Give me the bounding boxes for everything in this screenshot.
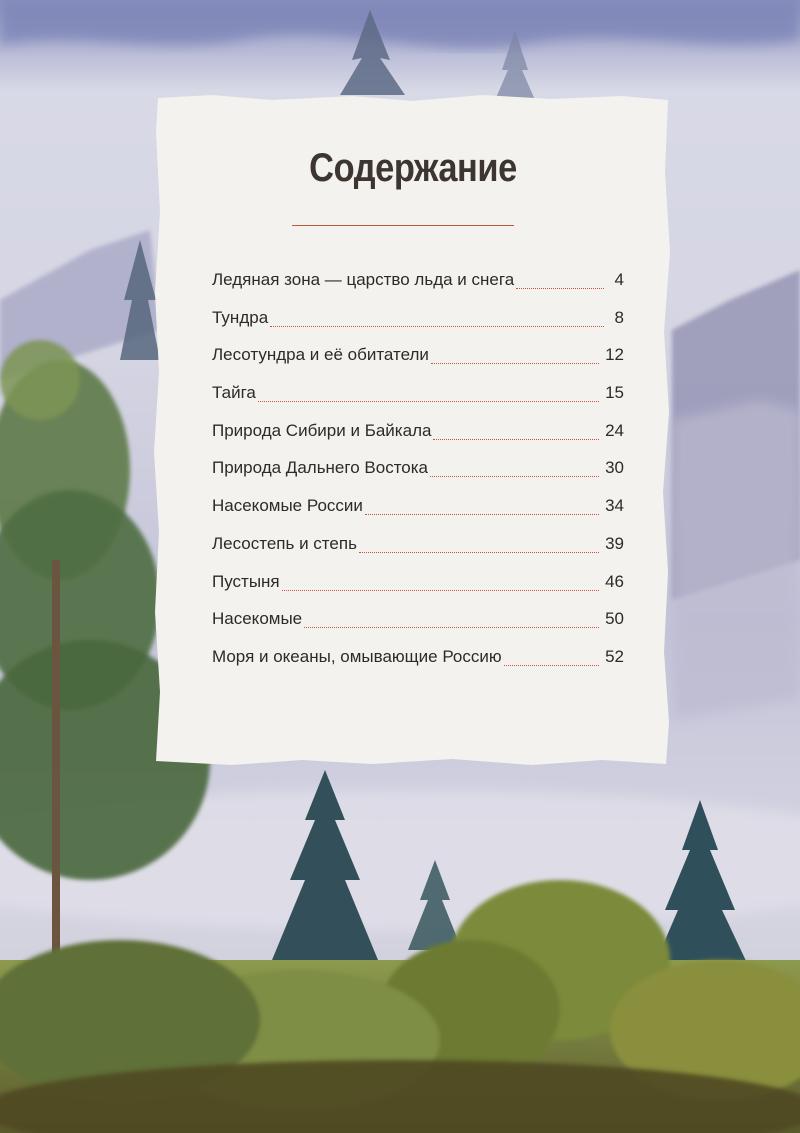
toc-entry-page: 24: [605, 420, 624, 440]
toc-entry[interactable]: [212, 270, 624, 308]
toc-entry[interactable]: [212, 534, 624, 572]
toc-dot-leader: [270, 326, 604, 327]
toc-entry-page: 30: [605, 458, 624, 478]
table-of-contents: [212, 270, 624, 685]
toc-entry-page: 52: [605, 646, 624, 666]
toc-entry-page: 8: [614, 307, 624, 327]
toc-dot-leader: [282, 590, 599, 591]
toc-entry-page: 34: [605, 496, 624, 516]
toc-entry[interactable]: [212, 496, 624, 534]
toc-dot-leader: [430, 476, 599, 477]
toc-dot-leader: [431, 363, 599, 364]
toc-dot-leader: [359, 552, 599, 553]
toc-entry-title: Насекомые России: [212, 496, 363, 516]
toc-entry[interactable]: [212, 421, 624, 459]
toc-entry-title: Пустыня: [212, 571, 280, 591]
page-title: Содержание: [309, 146, 517, 190]
toc-entry-title: Лесотундра и её обитатели: [212, 345, 429, 365]
toc-dot-leader: [516, 288, 604, 289]
toc-entry-page: 50: [605, 609, 624, 629]
toc-entry-title: Тайга: [212, 383, 256, 403]
toc-entry-title: Насекомые: [212, 609, 303, 629]
title-underline: [292, 225, 514, 226]
toc-entry-title: Природа Сибири и Байкала: [212, 420, 432, 440]
toc-dot-leader: [433, 439, 599, 440]
toc-entry[interactable]: [212, 572, 624, 610]
toc-entry[interactable]: [212, 458, 624, 496]
toc-entry-title: Лесостепь и степь: [212, 533, 357, 553]
toc-entry[interactable]: [212, 383, 624, 421]
toc-entry-page: 12: [605, 345, 624, 365]
toc-entry-page: 46: [605, 571, 624, 591]
toc-entry-page: 39: [605, 533, 624, 553]
toc-dot-leader: [258, 401, 599, 402]
toc-entry[interactable]: [212, 647, 624, 685]
toc-entry[interactable]: [212, 345, 624, 383]
toc-entry-title: Природа Дальнего Востока: [212, 458, 429, 478]
toc-dot-leader: [504, 665, 599, 666]
toc-entry-title: Тундра: [212, 307, 269, 327]
toc-entry[interactable]: [212, 308, 624, 346]
toc-dot-leader: [304, 627, 599, 628]
toc-entry-title: Ледяная зона — царство льда и снега: [212, 270, 515, 289]
toc-entry[interactable]: [212, 609, 624, 647]
toc-entry-page: 4: [614, 270, 624, 289]
toc-entry-page: 15: [605, 383, 624, 403]
toc-dot-leader: [365, 514, 599, 515]
toc-entry-title: Моря и океаны, омывающие Россию: [212, 646, 502, 666]
